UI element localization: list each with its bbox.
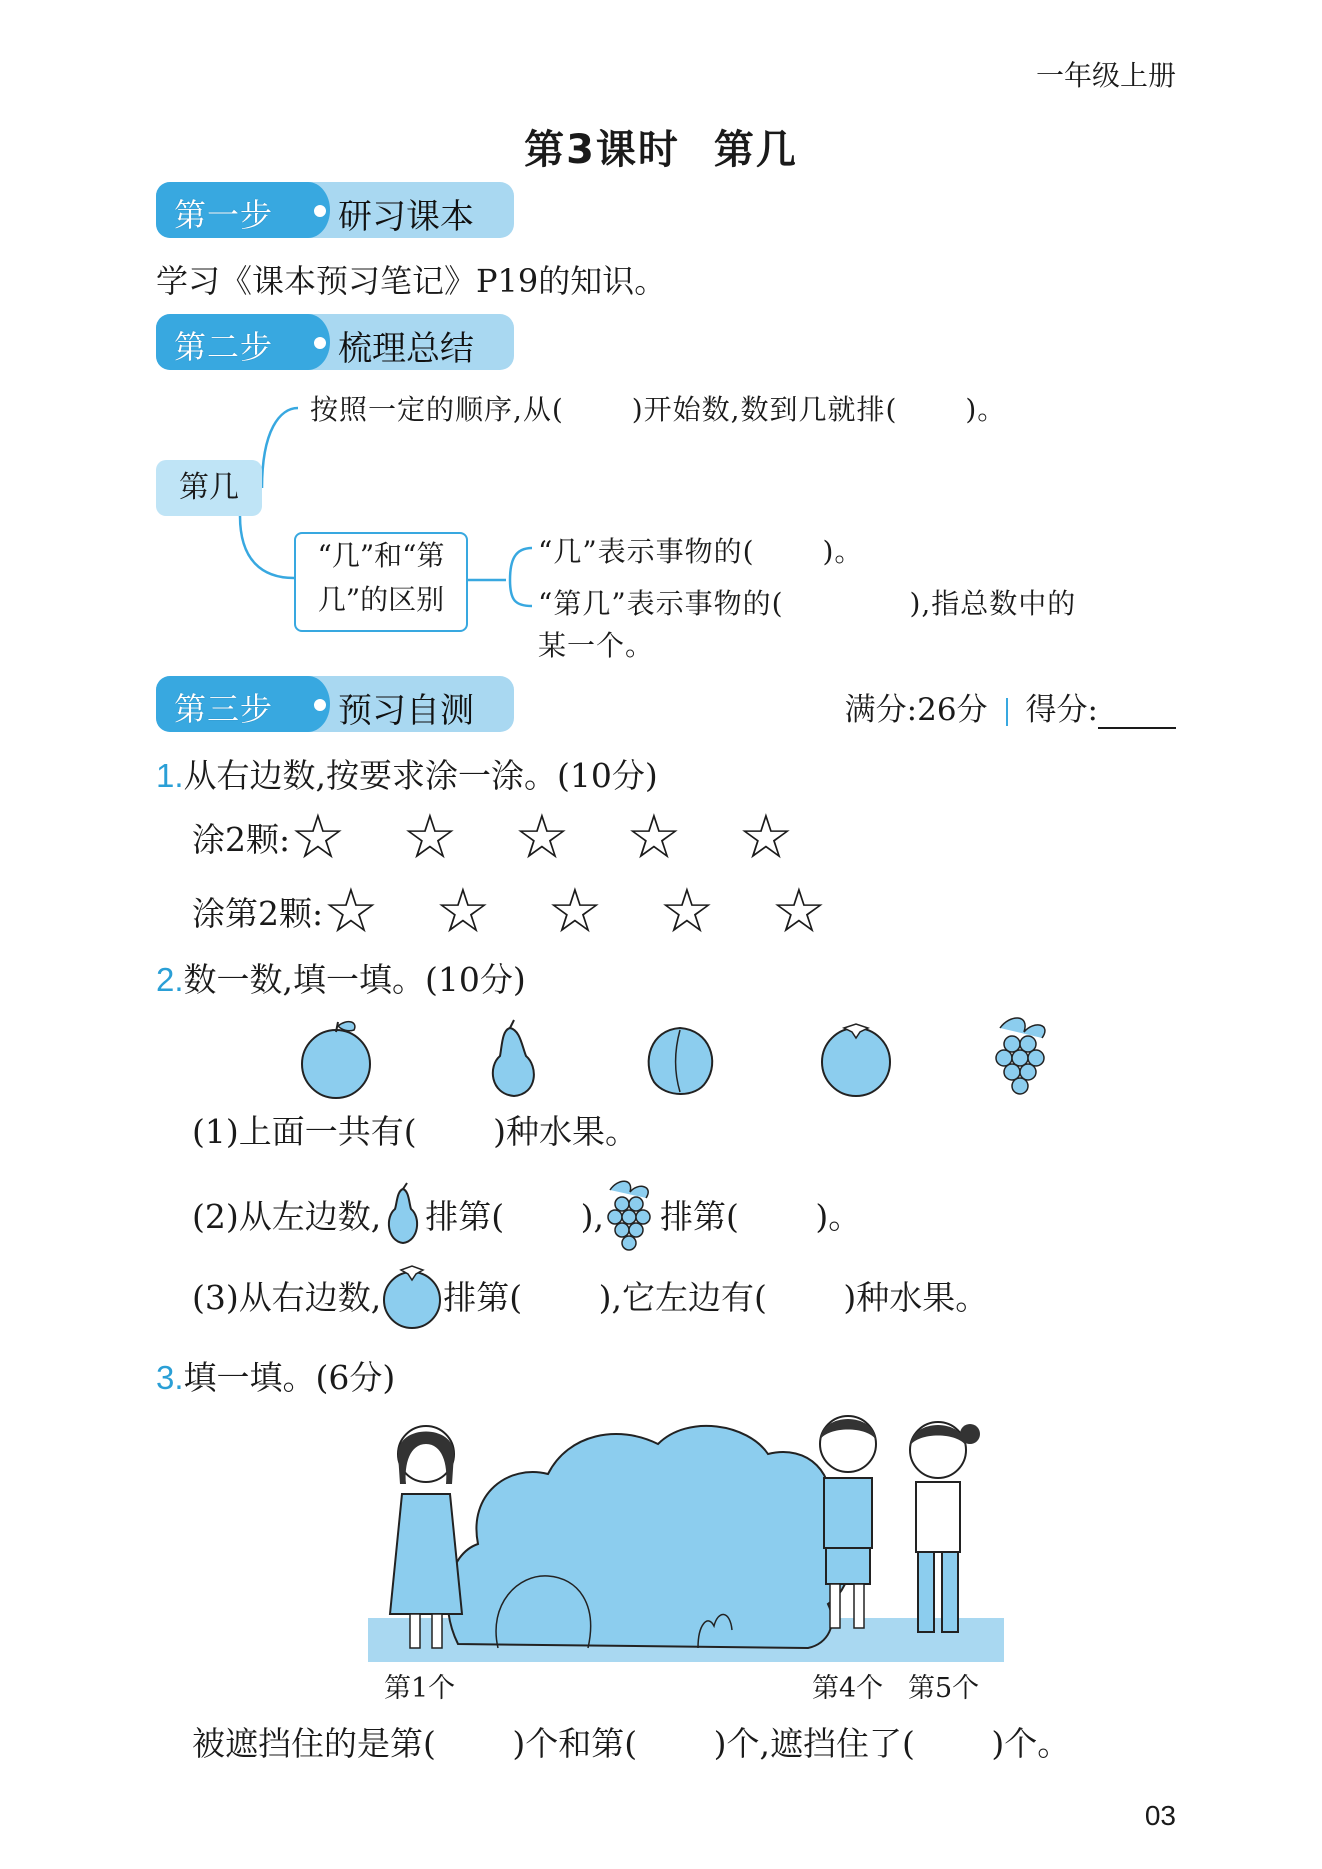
lesson-number: 第3课时 — [524, 127, 680, 173]
q1-heading — [156, 750, 658, 797]
step2-label: 第二步 — [174, 328, 274, 366]
apple-icon — [302, 1022, 370, 1098]
q2-part2-mid: 排第( ), — [425, 1196, 604, 1236]
q2-part1: (1)上面一共有( )种水果。 — [192, 1112, 638, 1151]
star-icon[interactable]: ☆ — [626, 800, 682, 873]
star-icon[interactable]: ☆ — [659, 874, 715, 947]
mindmap-diff-node — [294, 532, 468, 632]
pear-icon — [381, 1181, 425, 1247]
grape-icon — [604, 1176, 660, 1252]
step1-label: 第一步 — [174, 196, 274, 234]
full-score: 满分:26分 — [844, 692, 988, 728]
star-icon[interactable]: ☆ — [771, 874, 827, 947]
star-icon[interactable]: ☆ — [514, 800, 570, 873]
score-box — [845, 684, 1176, 729]
step1-title: 研习课本 — [338, 197, 474, 237]
step3-banner — [156, 676, 514, 732]
q1-number: 1. — [156, 757, 184, 794]
page-number: 03 — [1144, 1800, 1176, 1831]
q2-text: 数一数,填一填。(10分) — [183, 960, 526, 999]
bush-shape — [448, 1426, 851, 1648]
mindmap-sub1: “几”表示事物的( )。 — [538, 535, 864, 568]
q3-text: 填一填。(6分) — [183, 1358, 396, 1397]
q3-illustration — [368, 1404, 1004, 1666]
q2-part2-suffix: 排第( )。 — [659, 1196, 862, 1236]
caption-fifth: 第5个 — [908, 1673, 980, 1704]
mindmap-branch1: 按照一定的顺序,从( )开始数,数到几就排( )。 — [310, 393, 1007, 426]
star-icon[interactable]: ☆ — [402, 800, 458, 873]
q1-row2-label: 涂第2颗: — [192, 893, 324, 933]
q2-part2-prefix: (2)从左边数, — [192, 1196, 382, 1236]
q3-heading — [156, 1352, 395, 1399]
star-icon[interactable]: ☆ — [290, 800, 346, 873]
score-label: 得分: — [1025, 692, 1098, 728]
fruit-row — [290, 1012, 1090, 1102]
grape-icon — [996, 1018, 1045, 1094]
child-figure-1 — [390, 1426, 462, 1648]
star-icon[interactable]: ☆ — [738, 800, 794, 873]
step3-label: 第三步 — [174, 690, 274, 728]
grade-label: 一年级上册 — [1035, 59, 1176, 92]
orange-icon — [381, 1260, 443, 1330]
q2-part2 — [192, 1176, 861, 1252]
orange-icon — [822, 1024, 890, 1096]
step2-title: 梳理总结 — [338, 329, 474, 369]
q2-part3-prefix: (3)从右边数, — [192, 1277, 382, 1317]
caption-first: 第1个 — [384, 1673, 456, 1704]
q1-text: 从右边数,按要求涂一涂。(10分) — [183, 756, 658, 795]
mindmap-sub2b: 某一个。 — [538, 629, 655, 662]
star-icon[interactable]: ☆ — [547, 874, 603, 947]
pear-icon — [493, 1020, 534, 1096]
caption-fourth: 第4个 — [812, 1673, 884, 1704]
q2-part3-suffix: 排第( ),它左边有( )种水果。 — [443, 1277, 989, 1317]
peach-icon — [649, 1028, 713, 1094]
q1-row1-label: 涂2颗: — [192, 819, 291, 859]
lesson-topic: 第几 — [713, 127, 798, 173]
star-icon[interactable]: ☆ — [323, 874, 379, 947]
step1-text: 学习《课本预习笔记》P19的知识。 — [156, 262, 667, 300]
step3-title: 预习自测 — [338, 691, 474, 731]
q1-row2 — [192, 874, 883, 947]
child-figure-5 — [910, 1422, 980, 1632]
score-blank[interactable] — [1098, 701, 1176, 729]
q2-heading — [156, 954, 526, 1001]
step-dot-icon — [313, 698, 327, 712]
diff-line1: “几”和“第 — [317, 539, 445, 572]
q1-row1 — [192, 800, 850, 873]
mindmap-root: 第几 — [156, 460, 262, 516]
q2-part3 — [192, 1260, 988, 1330]
q3-number: 3. — [156, 1359, 184, 1396]
star-icon[interactable]: ☆ — [435, 874, 491, 947]
mindmap-sub2: “第几”表示事物的( ),指总数中的 — [538, 587, 1077, 620]
q3-answer: 被遮挡住的是第( )个和第( )个,遮挡住了( )个。 — [192, 1724, 1071, 1763]
q2-number: 2. — [156, 961, 184, 998]
diff-line2: 几”的区别 — [317, 583, 445, 616]
